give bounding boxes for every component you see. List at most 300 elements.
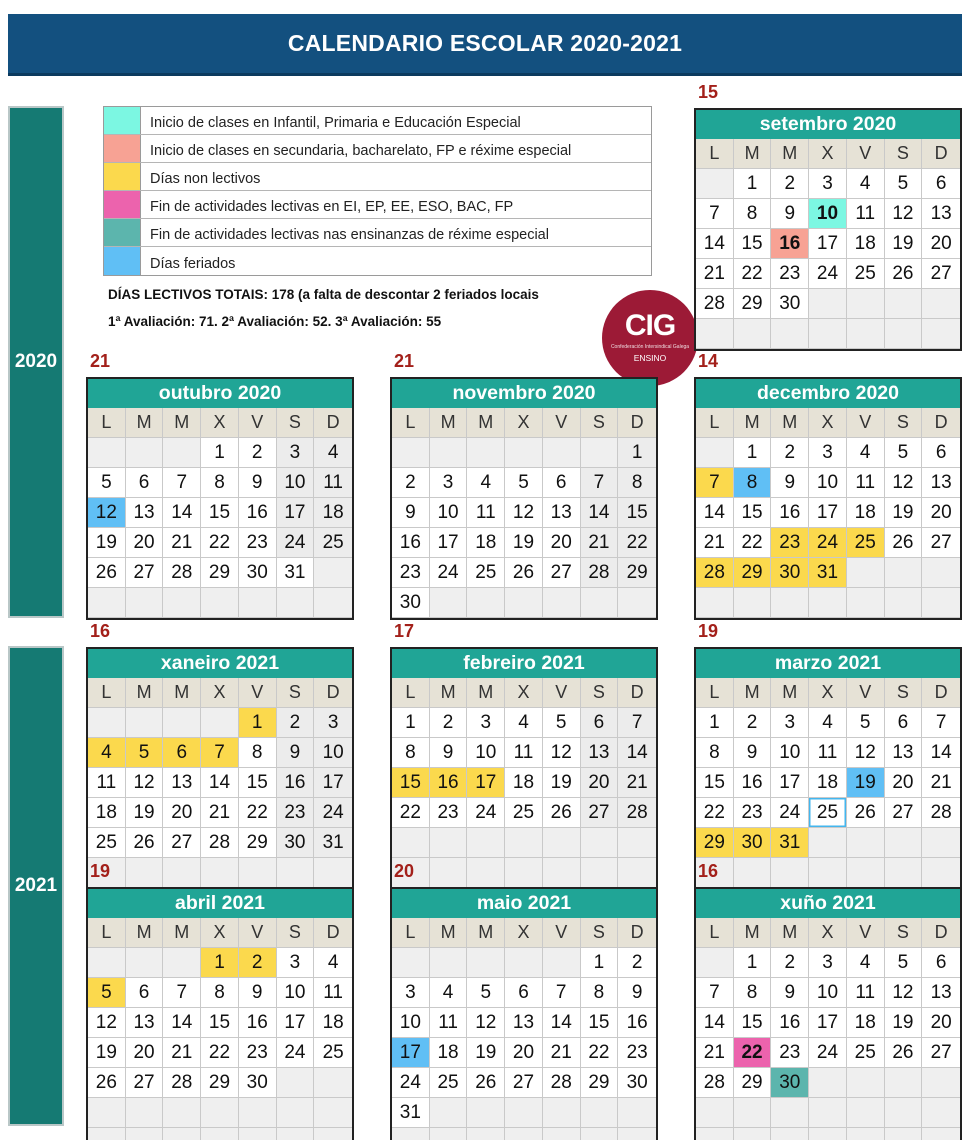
day-cell: 21	[696, 1038, 734, 1068]
day-cell: 29	[734, 558, 772, 588]
month-title: maio 2021	[390, 887, 658, 918]
day-cell: 22	[581, 1038, 619, 1068]
day-cell: 8	[201, 468, 239, 498]
day-cell: 21	[696, 259, 734, 289]
day-cell: 13	[126, 1008, 164, 1038]
day-cell: 18	[505, 768, 543, 798]
weekday-header: V	[847, 678, 885, 708]
day-cell: 26	[543, 798, 581, 828]
day-cell: 9	[239, 978, 277, 1008]
empty-cell	[809, 1098, 847, 1128]
day-cell: 3	[314, 708, 352, 738]
empty-cell	[201, 588, 239, 618]
day-cell: 27	[922, 259, 960, 289]
empty-cell	[885, 858, 923, 888]
empty-cell	[314, 588, 352, 618]
day-cell: 19	[88, 528, 126, 558]
day-cell: 19	[543, 768, 581, 798]
day-cell: 12	[543, 738, 581, 768]
day-cell: 13	[163, 768, 201, 798]
day-cell: 30	[734, 828, 772, 858]
month-grid	[390, 408, 658, 620]
empty-cell	[505, 948, 543, 978]
weekday-header: D	[618, 408, 656, 438]
empty-cell	[922, 858, 960, 888]
empty-cell	[809, 1068, 847, 1098]
day-cell: 18	[847, 229, 885, 259]
day-cell: 10	[277, 468, 315, 498]
day-cell: 5	[847, 708, 885, 738]
day-cell: 4	[314, 438, 352, 468]
day-cell: 18	[314, 498, 352, 528]
day-cell: 1	[201, 438, 239, 468]
day-cell: 4	[314, 948, 352, 978]
day-cell: 20	[126, 528, 164, 558]
day-cell: 22	[734, 259, 772, 289]
weekday-header: S	[885, 139, 923, 169]
day-cell: 16	[618, 1008, 656, 1038]
weekday-header: V	[847, 139, 885, 169]
month-calendar	[390, 621, 658, 890]
empty-cell	[885, 319, 923, 349]
empty-cell	[809, 1128, 847, 1140]
empty-cell	[277, 1068, 315, 1098]
day-cell: 27	[163, 828, 201, 858]
day-cell: 5	[88, 468, 126, 498]
weekday-header: D	[314, 408, 352, 438]
empty-cell	[239, 588, 277, 618]
day-cell: 28	[618, 798, 656, 828]
day-cell: 23	[734, 798, 772, 828]
day-cell: 9	[771, 468, 809, 498]
empty-cell	[314, 1128, 352, 1140]
day-cell: 23	[430, 798, 468, 828]
day-cell: 6	[163, 738, 201, 768]
weekday-header: L	[696, 918, 734, 948]
weekday-header: D	[618, 918, 656, 948]
day-cell: 19	[505, 528, 543, 558]
day-cell: 29	[581, 1068, 619, 1098]
day-cell: 8	[734, 978, 772, 1008]
day-cell: 3	[430, 468, 468, 498]
empty-cell	[88, 708, 126, 738]
logo-section: ENSINO	[633, 353, 667, 363]
month-title: abril 2021	[86, 887, 354, 918]
weekday-header: L	[392, 678, 430, 708]
day-cell: 10	[467, 738, 505, 768]
day-cell: 11	[505, 738, 543, 768]
month-calendar	[86, 351, 354, 620]
weekday-header: L	[696, 139, 734, 169]
weekday-header: D	[922, 139, 960, 169]
empty-cell	[885, 588, 923, 618]
empty-cell	[809, 588, 847, 618]
day-cell: 28	[696, 289, 734, 319]
day-cell: 16	[734, 768, 772, 798]
empty-cell	[467, 588, 505, 618]
day-cell: 26	[126, 828, 164, 858]
day-cell: 30	[239, 1068, 277, 1098]
empty-cell	[163, 708, 201, 738]
day-cell: 31	[392, 1098, 430, 1128]
weekday-header: D	[314, 678, 352, 708]
legend-label: Fin de actividades lectivas en EI, EP, EE, ESO, BAC, FP	[150, 199, 514, 215]
weekday-header: X	[201, 408, 239, 438]
day-cell: 9	[734, 738, 772, 768]
day-cell: 1	[581, 948, 619, 978]
weekday-header: D	[314, 918, 352, 948]
day-cell: 3	[771, 708, 809, 738]
day-cell: 23	[771, 1038, 809, 1068]
weekday-header: M	[163, 918, 201, 948]
empty-cell	[505, 1128, 543, 1140]
empty-cell	[734, 319, 772, 349]
day-cell: 11	[847, 468, 885, 498]
month-calendar	[390, 861, 658, 1140]
day-cell: 24	[809, 528, 847, 558]
day-cell: 13	[543, 498, 581, 528]
day-cell: 2	[771, 948, 809, 978]
day-cell: 31	[314, 828, 352, 858]
empty-cell	[809, 858, 847, 888]
day-cell: 28	[696, 1068, 734, 1098]
day-cell: 9	[239, 468, 277, 498]
day-cell: 19	[467, 1038, 505, 1068]
day-cell: 12	[467, 1008, 505, 1038]
empty-cell	[885, 558, 923, 588]
month-title: outubro 2020	[86, 377, 354, 408]
day-cell: 1	[239, 708, 277, 738]
month-grid	[694, 408, 962, 620]
day-cell: 2	[239, 948, 277, 978]
weekday-header: S	[581, 678, 619, 708]
month-grid	[390, 918, 658, 1140]
day-cell: 1	[734, 169, 772, 199]
day-cell: 28	[163, 1068, 201, 1098]
day-cell: 24	[430, 558, 468, 588]
day-cell: 26	[467, 1068, 505, 1098]
weekday-header: D	[618, 678, 656, 708]
day-cell: 14	[696, 1008, 734, 1038]
day-cell: 23	[771, 528, 809, 558]
day-cell: 6	[922, 438, 960, 468]
empty-cell	[126, 1128, 164, 1140]
day-cell: 5	[885, 438, 923, 468]
day-cell: 27	[543, 558, 581, 588]
day-cell: 25	[314, 528, 352, 558]
weekday-header: X	[809, 139, 847, 169]
teaching-days-count: 16	[698, 861, 719, 881]
day-cell: 23	[392, 558, 430, 588]
day-cell: 13	[885, 738, 923, 768]
day-cell: 2	[771, 169, 809, 199]
weekday-header: M	[467, 678, 505, 708]
day-cell: 5	[543, 708, 581, 738]
day-cell: 12	[885, 468, 923, 498]
empty-cell	[430, 1098, 468, 1128]
empty-cell	[696, 1128, 734, 1140]
day-cell: 10	[809, 199, 847, 229]
day-cell: 4	[847, 948, 885, 978]
weekday-header: V	[543, 918, 581, 948]
day-cell: 7	[543, 978, 581, 1008]
day-cell: 18	[430, 1038, 468, 1068]
day-cell: 8	[581, 978, 619, 1008]
day-cell: 19	[88, 1038, 126, 1068]
month-calendar	[694, 351, 962, 620]
empty-cell	[88, 948, 126, 978]
empty-cell	[277, 588, 315, 618]
teaching-days-count: 21	[90, 351, 111, 371]
day-cell: 1	[618, 438, 656, 468]
empty-cell	[696, 588, 734, 618]
day-cell: 24	[392, 1068, 430, 1098]
legend-item	[104, 247, 651, 275]
day-cell: 20	[885, 768, 923, 798]
weekday-header: M	[430, 678, 468, 708]
empty-cell	[543, 438, 581, 468]
day-cell: 22	[392, 798, 430, 828]
day-cell: 1	[201, 948, 239, 978]
teaching-days-count: 14	[698, 351, 719, 371]
teaching-days-count: 15	[698, 82, 719, 102]
day-cell: 16	[239, 1008, 277, 1038]
empty-cell	[88, 1128, 126, 1140]
day-cell: 14	[922, 738, 960, 768]
empty-cell	[922, 1128, 960, 1140]
day-cell: 14	[163, 1008, 201, 1038]
day-cell: 19	[126, 798, 164, 828]
empty-cell	[505, 1098, 543, 1128]
month-calendar	[694, 82, 962, 351]
legend-swatch	[104, 219, 141, 246]
day-cell: 2	[392, 468, 430, 498]
day-cell: 6	[922, 948, 960, 978]
day-cell: 17	[809, 498, 847, 528]
day-cell: 16	[239, 498, 277, 528]
day-cell: 15	[696, 768, 734, 798]
day-cell: 4	[88, 738, 126, 768]
empty-cell	[847, 558, 885, 588]
day-cell: 11	[847, 978, 885, 1008]
day-cell: 28	[581, 558, 619, 588]
empty-cell	[847, 828, 885, 858]
empty-cell	[543, 1098, 581, 1128]
month-title: setembro 2020	[694, 108, 962, 139]
legend-item	[104, 219, 651, 247]
day-cell: 9	[277, 738, 315, 768]
day-cell: 24	[314, 798, 352, 828]
legend-label: Inicio de clases en secundaria, bacharelato, FP e réxime especial	[150, 143, 572, 159]
empty-cell	[847, 1068, 885, 1098]
day-cell: 30	[771, 1068, 809, 1098]
weekday-header: M	[734, 139, 772, 169]
empty-cell	[392, 948, 430, 978]
empty-cell	[314, 1098, 352, 1128]
empty-cell	[163, 858, 201, 888]
day-cell: 3	[809, 438, 847, 468]
teaching-days-count: 19	[698, 621, 719, 641]
empty-cell	[618, 588, 656, 618]
day-cell: 7	[696, 468, 734, 498]
empty-cell	[696, 319, 734, 349]
day-cell: 15	[734, 229, 772, 259]
empty-cell	[467, 1128, 505, 1140]
weekday-header: S	[885, 918, 923, 948]
weekday-header: M	[734, 678, 772, 708]
day-cell: 20	[922, 498, 960, 528]
legend-item	[104, 135, 651, 163]
empty-cell	[239, 858, 277, 888]
day-cell: 2	[277, 708, 315, 738]
day-cell: 17	[314, 768, 352, 798]
empty-cell	[922, 588, 960, 618]
day-cell: 14	[543, 1008, 581, 1038]
day-cell: 21	[618, 768, 656, 798]
empty-cell	[734, 588, 772, 618]
empty-cell	[392, 828, 430, 858]
empty-cell	[885, 828, 923, 858]
empty-cell	[734, 858, 772, 888]
empty-cell	[734, 1128, 772, 1140]
empty-cell	[618, 828, 656, 858]
empty-cell	[922, 289, 960, 319]
day-cell: 27	[922, 1038, 960, 1068]
empty-cell	[201, 1098, 239, 1128]
weekday-header: V	[239, 408, 277, 438]
weekday-header: S	[885, 678, 923, 708]
empty-cell	[543, 828, 581, 858]
day-cell: 1	[734, 438, 772, 468]
empty-cell	[618, 858, 656, 888]
day-cell: 23	[277, 798, 315, 828]
legend-item	[104, 163, 651, 191]
weekday-header: V	[543, 678, 581, 708]
empty-cell	[696, 1098, 734, 1128]
day-cell: 16	[771, 1008, 809, 1038]
empty-cell	[581, 1128, 619, 1140]
empty-cell	[847, 588, 885, 618]
day-cell: 3	[809, 169, 847, 199]
empty-cell	[88, 1098, 126, 1128]
day-cell: 6	[505, 978, 543, 1008]
day-cell: 30	[392, 588, 430, 618]
legend-swatch	[104, 107, 141, 134]
teaching-days-count: 20	[394, 861, 415, 881]
day-cell: 7	[618, 708, 656, 738]
day-cell: 17	[277, 498, 315, 528]
day-cell: 10	[430, 498, 468, 528]
day-cell: 17	[771, 768, 809, 798]
day-cell: 27	[126, 1068, 164, 1098]
day-cell: 3	[277, 948, 315, 978]
day-cell: 20	[126, 1038, 164, 1068]
day-cell: 10	[771, 738, 809, 768]
day-cell: 29	[734, 1068, 772, 1098]
empty-cell	[314, 1068, 352, 1098]
weekday-header: M	[771, 678, 809, 708]
day-cell: 7	[696, 978, 734, 1008]
teaching-days-count: 19	[90, 861, 111, 881]
weekday-header: X	[809, 918, 847, 948]
empty-cell	[885, 289, 923, 319]
day-cell: 11	[314, 978, 352, 1008]
day-cell: 17	[430, 528, 468, 558]
day-cell: 6	[126, 978, 164, 1008]
day-cell: 29	[618, 558, 656, 588]
empty-cell	[88, 438, 126, 468]
empty-cell	[467, 828, 505, 858]
day-cell: 20	[922, 229, 960, 259]
day-cell: 8	[201, 978, 239, 1008]
empty-cell	[771, 319, 809, 349]
year-label-2020: 2020	[8, 106, 64, 618]
month-grid	[390, 678, 658, 890]
day-cell: 29	[696, 828, 734, 858]
empty-cell	[430, 828, 468, 858]
teaching-days-count: 17	[394, 621, 415, 641]
empty-cell	[277, 1098, 315, 1128]
weekday-header: V	[239, 918, 277, 948]
day-cell: 4	[430, 978, 468, 1008]
empty-cell	[467, 1098, 505, 1128]
legend-label: Días feriados	[150, 256, 236, 272]
empty-cell	[201, 708, 239, 738]
empty-cell	[505, 858, 543, 888]
weekday-header: L	[696, 408, 734, 438]
empty-cell	[430, 858, 468, 888]
empty-cell	[696, 948, 734, 978]
empty-cell	[392, 438, 430, 468]
day-cell: 11	[847, 199, 885, 229]
empty-cell	[734, 1098, 772, 1128]
weekday-header: X	[809, 408, 847, 438]
legend-label: Fin de actividades lectivas nas ensinanzas de réxime especial	[150, 227, 549, 243]
day-cell: 20	[505, 1038, 543, 1068]
day-cell: 25	[847, 1038, 885, 1068]
day-cell: 5	[885, 169, 923, 199]
day-cell: 16	[771, 229, 809, 259]
day-cell: 16	[392, 528, 430, 558]
day-cell: 14	[696, 229, 734, 259]
day-cell: 22	[618, 528, 656, 558]
day-cell: 31	[277, 558, 315, 588]
day-cell: 15	[581, 1008, 619, 1038]
day-cell: 2	[734, 708, 772, 738]
empty-cell	[126, 1098, 164, 1128]
day-cell: 30	[618, 1068, 656, 1098]
day-cell: 31	[771, 828, 809, 858]
empty-cell	[885, 1098, 923, 1128]
day-cell: 29	[201, 558, 239, 588]
weekday-header: M	[126, 408, 164, 438]
day-cell: 24	[809, 259, 847, 289]
month-grid	[694, 139, 962, 351]
day-cell: 8	[392, 738, 430, 768]
legend-item	[104, 107, 651, 135]
day-cell: 11	[88, 768, 126, 798]
empty-cell	[126, 708, 164, 738]
day-cell: 7	[696, 199, 734, 229]
day-cell: 21	[163, 528, 201, 558]
empty-cell	[126, 858, 164, 888]
day-cell: 9	[392, 498, 430, 528]
weekday-header: S	[277, 408, 315, 438]
empty-cell	[885, 1128, 923, 1140]
logo-mark: CIG	[624, 309, 676, 342]
empty-cell	[543, 948, 581, 978]
page-title: CALENDARIO ESCOLAR 2020-2021	[8, 14, 962, 76]
